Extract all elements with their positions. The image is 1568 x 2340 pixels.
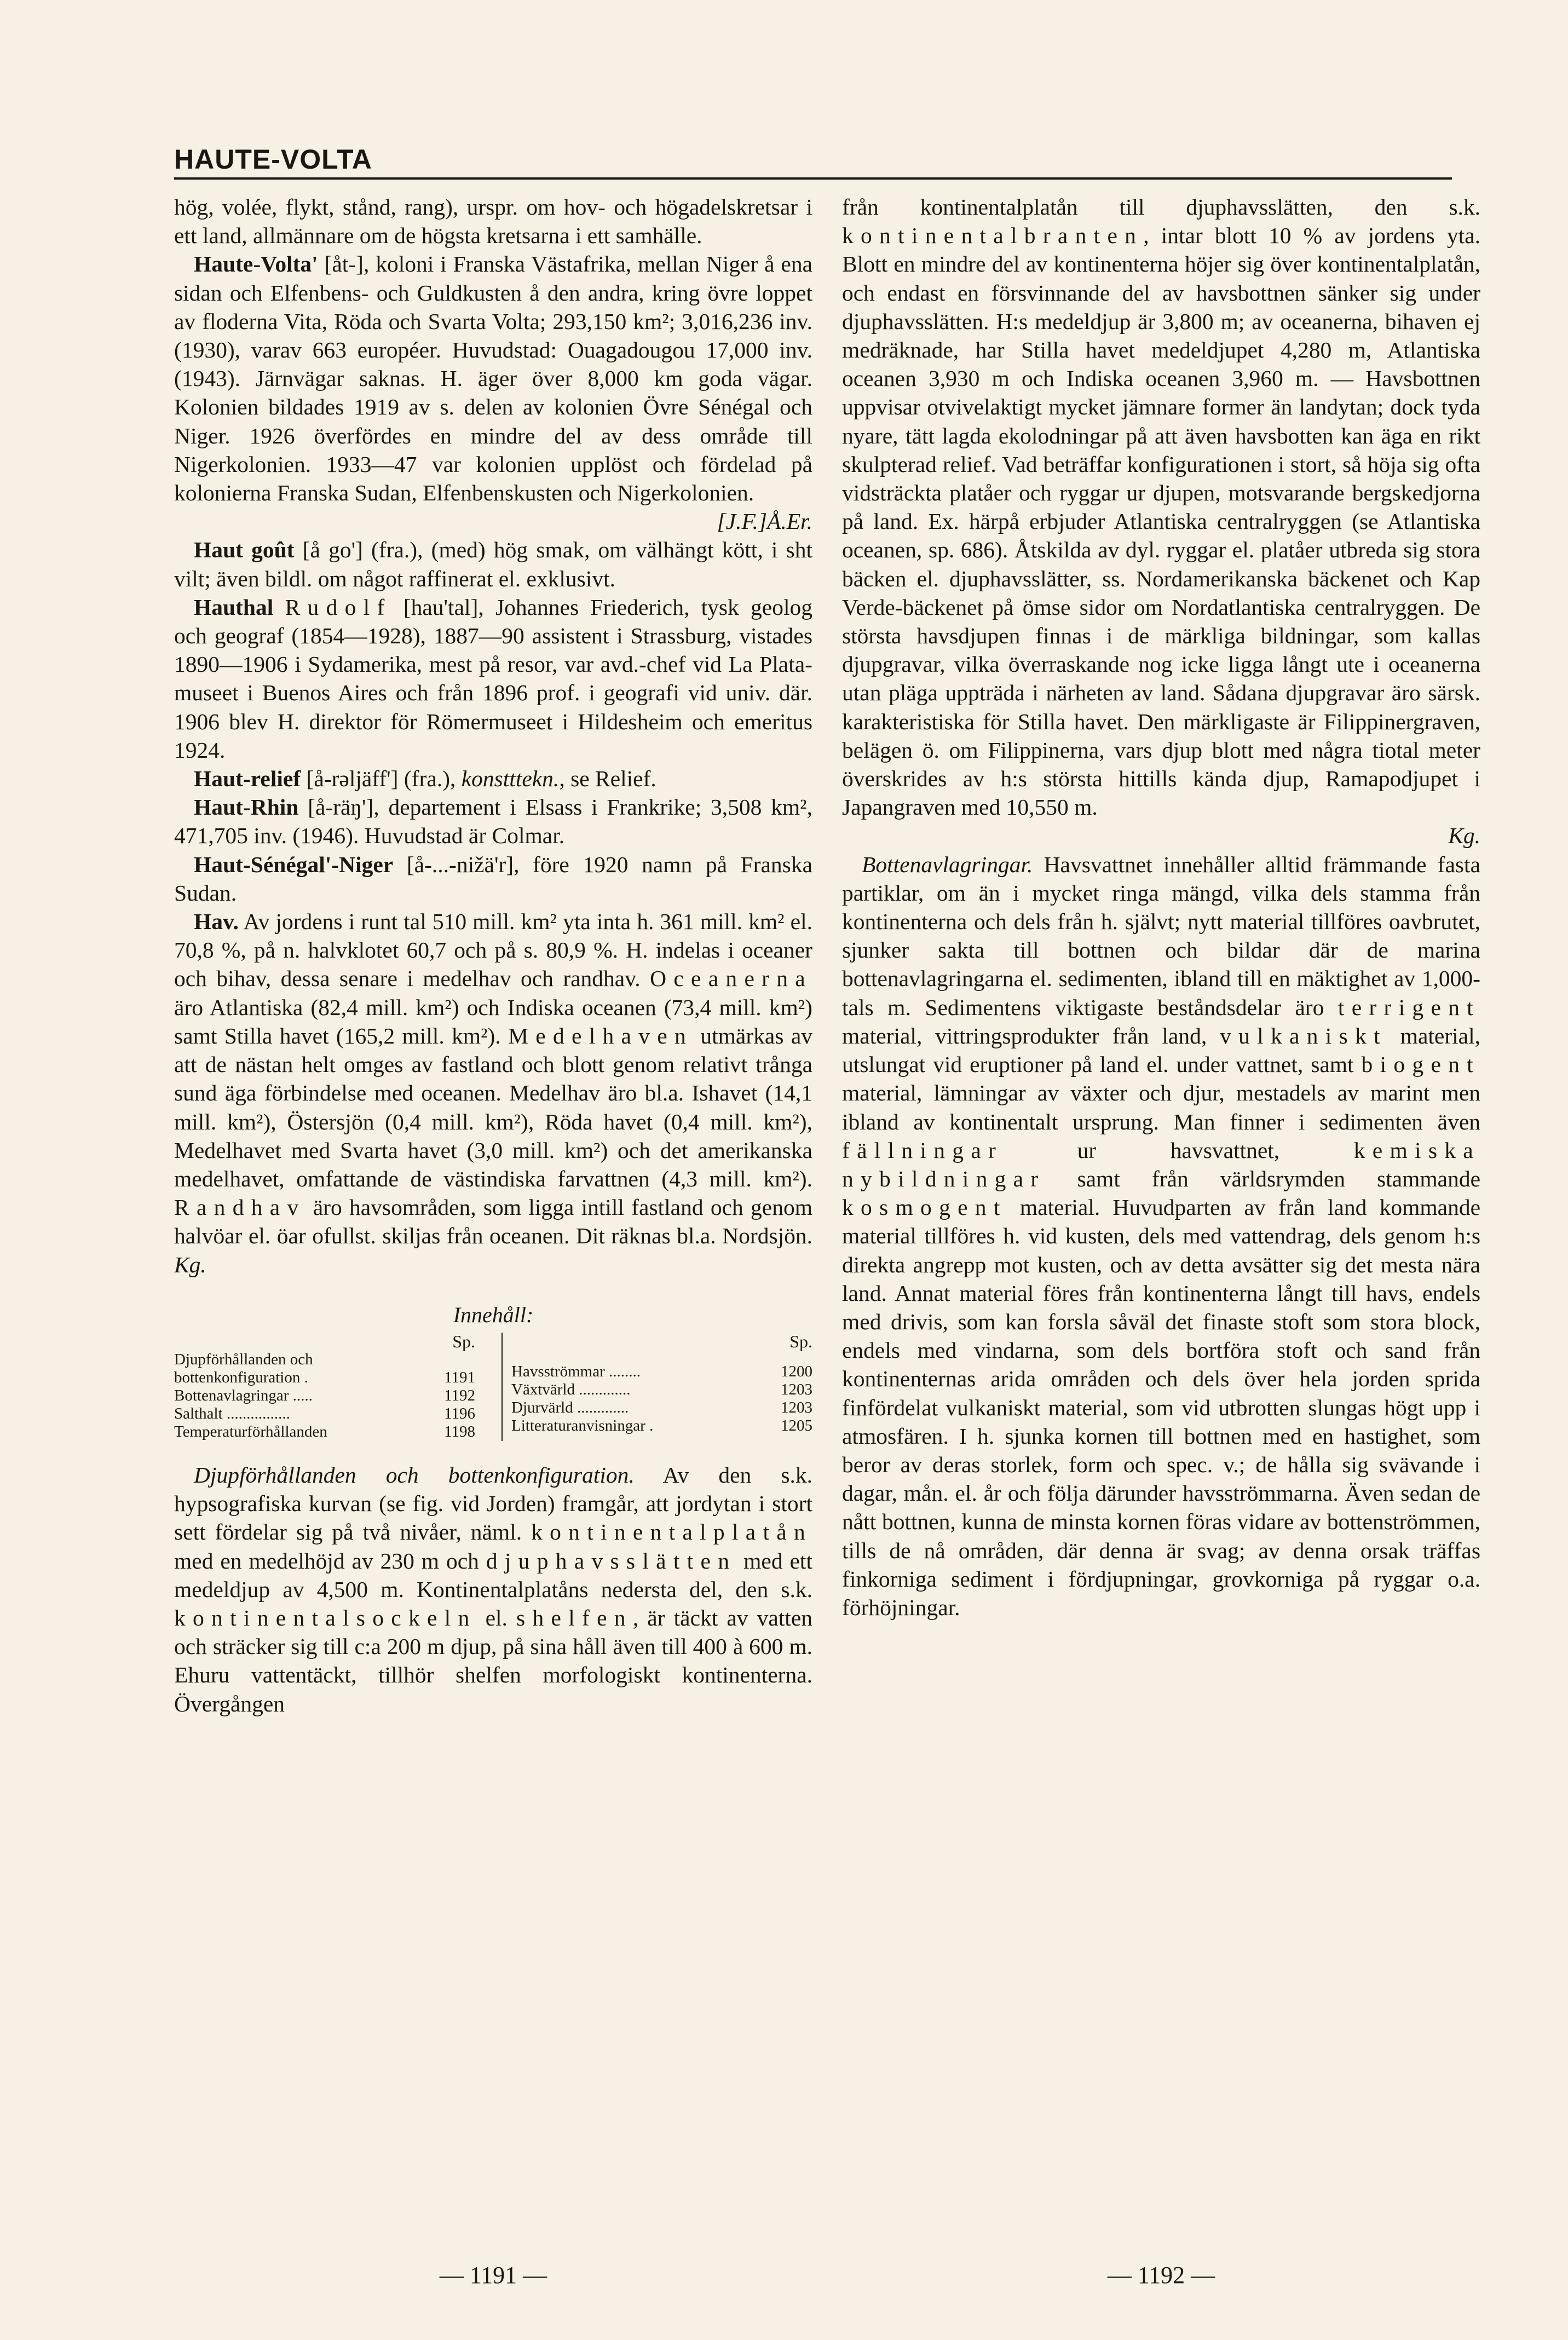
entry-text: [å-räŋ'], departement i Elsass i Frankrike; 3,508 km², 471,705 inv. (1946). Huvudstad är Colmar. bbox=[174, 794, 812, 849]
section-text: Havsvattnet innehåller alltid främmande fasta partiklar, om än i mycket ringa mängd, vilka dels stamma från kontinenterna och dels från h. självt; nytt material tillföres oavbrutet, sjunker sakta till bottnen och bildar där de marina bottenavlagringarna el. sedimenten, ibland till en mäktighet av 1,000-tals m. Sedimentens viktigaste beståndsdelar äro bbox=[842, 851, 1480, 1020]
toc-spacer bbox=[511, 1351, 812, 1363]
headword: Haute-Volta' bbox=[194, 251, 318, 277]
toc-title: Innehåll: bbox=[453, 1302, 534, 1327]
toc-item-page: 1200 bbox=[781, 1362, 812, 1380]
section-text: material, utslungat vid eruptioner på land el. under vattnet, samt bbox=[842, 1023, 1480, 1077]
section-text: , är täckt av vatten och sträcker sig till c:a 200 m djup, på sina håll även till 400 à 600 m. Ehuru vattentäckt, tillhör shelfen morfologiskt kontinenterna. Övergången bbox=[174, 1605, 812, 1716]
spaced-term: biogent bbox=[1361, 1052, 1480, 1077]
entry-text: Av jordens i runt tal 510 mill. km² yta inta h. 361 mill. km² el. 70,8 %, på n. halvklotet 60,7 och på s. 80,9 %. H. indelas i oceaner och bihav, dessa senare i medelhav och randhav. bbox=[174, 909, 812, 992]
entry-haut-relief bbox=[174, 764, 812, 793]
toc-item-page: 1198 bbox=[444, 1422, 475, 1440]
section-text: med ett medeldjup av 4,500 m. Kontinentalplatåns nedersta del, den s.k. bbox=[174, 1548, 812, 1602]
toc-item bbox=[511, 1381, 812, 1399]
spaced-term: vulkaniskt bbox=[1220, 1023, 1387, 1048]
toc-item-label: Växtvärld ............. bbox=[511, 1380, 631, 1398]
page-number-right: — 1192 — bbox=[1107, 2262, 1215, 2289]
headword: Haut-Sénégal'-Niger bbox=[194, 851, 394, 877]
entry-hauthal bbox=[174, 593, 812, 764]
headword: Haut-relief bbox=[194, 766, 301, 792]
spaced-term: Medelhaven bbox=[508, 1023, 693, 1048]
toc-item-page: 1192 bbox=[444, 1386, 475, 1404]
right-column bbox=[842, 193, 1480, 1622]
toc-item-page bbox=[431, 1351, 475, 1369]
headword: Haut-Rhin bbox=[194, 794, 299, 820]
spaced-term: kontinentalbranten bbox=[842, 223, 1144, 249]
section-text: ur havsvattnet, bbox=[1003, 1137, 1354, 1163]
spaced-term: Randhav bbox=[174, 1195, 306, 1220]
toc-item-label: Litteraturanvisningar . bbox=[511, 1416, 654, 1434]
section-bottenavlagringar bbox=[842, 850, 1480, 1622]
entry-haut-gout bbox=[174, 535, 812, 592]
section-text: el. bbox=[476, 1605, 517, 1630]
entry-haute-volta bbox=[174, 250, 812, 535]
toc-item-label: bottenkonfiguration . bbox=[174, 1368, 308, 1386]
toc-item bbox=[511, 1417, 812, 1435]
section-text: material. Huvudparten av från land kommande material tillföres h. vid kusten, dels med vattendrag, dels genom h:s direkta angrepp mot kusten, och av detta avsätter sig det mesta nära land. Annat material föres från kontinenterna långt till havs, endels med drivis, som kan forsla såväl det finaste stoft som stora block, endels med vindarna, som dels bortföra stoft och sand från kontinenternas arida områden och dels över hela jorden sprida finfördelat vulkaniskt material, som vid utbrotten slungas högt upp i atmosfären. I h. sjunka kornen till bottnen med en hastighet, som beror av deras storlek, form och spec. v.; de hålla sig svävande i dagar, mån. el. år och följa därunder havsströmmarna. Även sedan de nått bottnen, kunna de minsta kornen föras vidare av bottenströmmen, tills de nå områden, där denna är svag; av denna orsak träffas finkorniga sediment i fördjupningar, grovkorniga på ryggar o.a. förhöjningar. bbox=[842, 1195, 1480, 1620]
section-heading: Bottenavlagringar. bbox=[862, 851, 1033, 877]
toc-item-label: Djupförhållanden och bbox=[174, 1350, 313, 1368]
toc-item-page: 1205 bbox=[781, 1416, 812, 1434]
running-header bbox=[174, 143, 1452, 180]
entry-text: [åt-], koloni i Franska Västafrika, mellan Niger å ena sidan och Elfenbens- och Guldkusten å den andra, kring övre loppet av floderna Vita, Röda och Svarta Volta; 293,150 km²; 3,016,236 inv. (1930), varav 663 européer. Huvudstad: Ouagadougou 17,000 inv. (1943). Järnvägar saknas. H. äger över 8,000 km goda vägar. Kolonien bildades 1919 av s. delen av kolonien Övre Sénégal och Niger. 1926 överfördes en mindre del av dess område till Nigerkolonien. 1933—47 var kolonien upplöst och fördelad på kolonierna Franska Sudan, Elfenbenskusten och Nigerkolonien. bbox=[174, 251, 812, 506]
spaced-term: kontinentalplatån bbox=[531, 1519, 812, 1545]
toc-item bbox=[174, 1423, 475, 1441]
toc-item-label: Temperaturförhållanden bbox=[174, 1422, 327, 1440]
spaced-term: shelfen bbox=[516, 1605, 633, 1630]
toc-item-label: Salthalt ................ bbox=[174, 1404, 290, 1422]
toc-column-header: Sp. bbox=[789, 1331, 812, 1351]
entry-text: [å-rəljäff'] (fra.), bbox=[301, 766, 462, 792]
toc-item bbox=[511, 1363, 812, 1381]
toc-item-page: 1191 bbox=[444, 1368, 475, 1386]
author-signature: [J.F.]Å.Er. bbox=[717, 509, 812, 534]
section-text: material, lämningar av växter och djur, mestadels av marint men ibland av kontinentalt ursprung. Man finner i sedimenten även bbox=[842, 1080, 1480, 1134]
left-column bbox=[174, 193, 812, 1718]
section-text: samt från världsrymden stammande bbox=[1045, 1166, 1480, 1191]
entry-text: [hau'tal], Johannes Friederich, tysk geolog och geograf (1854—1928), 1887—90 assistent i Strassburg, vistades 1890—1906 i Sydamerika, mest på resor, var avd.-chef vid La Plata-museet i Buenos Aires och från 1896 prof. i geografi vid univ. där. 1906 blev H. direktor för Römermuseet i Hildesheim och emeritus 1924. bbox=[174, 594, 813, 763]
entry-text: [å-...-nižä'r], före 1920 namn på Franska Sudan. bbox=[174, 851, 812, 906]
toc-item bbox=[174, 1405, 475, 1423]
spaced-term: djuphavsslätten bbox=[486, 1548, 737, 1574]
section-text: Av den s.k. hypsografiska kurvan (se fig. vid Jorden) framgår, att jordytan i stort sett fördelar sig på två nivåer, näml. bbox=[174, 1462, 813, 1545]
toc-left-column bbox=[174, 1333, 475, 1441]
section-text: med en medelhöjd av 230 m och bbox=[174, 1548, 486, 1574]
toc-item bbox=[511, 1399, 812, 1417]
entry-haut-rhin bbox=[174, 793, 812, 850]
entry-text: utmärkas av att de nästan helt omges av fastland och blott genom relativt trånga sund äga förbindelse med oceanen. Medelhav äro bl.a. Ishavet (14,1 mill. km²), Östersjön (0,4 mill. km²), Röda havet (0,4 mill. km²), Medelhavet med Svarta havet (3,0 mill. km²) och det amerikanska medelhavet, omfattande de västindiska farvattnen (4,3 mill. km²). bbox=[174, 1023, 812, 1191]
toc-right-column bbox=[501, 1333, 812, 1441]
entry-text: äro havsområden, som ligga intill fastland och genom halvöar el. öar ofullst. skiljas från oceanen. Dit räknas bl.a. Nordsjön. bbox=[174, 1195, 812, 1249]
spaced-term: Oceanerna bbox=[650, 966, 812, 992]
spaced-term: terrigent bbox=[1338, 994, 1480, 1020]
toc-column-header: Sp. bbox=[452, 1331, 475, 1351]
entry-text: äro Atlantiska (82,4 mill. km²) och Indiska oceanen (73,4 mill. km²) samt Stilla havet (165,2 mill. km²). bbox=[174, 994, 812, 1048]
entry-text: , se Relief. bbox=[559, 766, 656, 792]
paragraph-haute-volee bbox=[174, 193, 812, 250]
toc-item-page: 1196 bbox=[444, 1404, 475, 1422]
toc-item bbox=[174, 1369, 475, 1387]
entry-haut-senegal-niger bbox=[174, 850, 812, 907]
section-text: material, vittringsprodukter från land, bbox=[842, 1023, 1220, 1048]
toc-item-label: Havsströmmar ........ bbox=[511, 1362, 641, 1380]
toc-item-label: Bottenavlagringar ..... bbox=[174, 1386, 313, 1404]
section-heading: Djupförhållanden och bottenkonfiguration. bbox=[194, 1462, 635, 1488]
toc-item-page: 1203 bbox=[781, 1380, 812, 1398]
headword: Hauthal bbox=[194, 594, 274, 620]
section-text: från kontinentalplatån till djuphavsslätten, den s.k. bbox=[842, 194, 1480, 220]
headword: Hav. bbox=[194, 909, 239, 935]
toc-item-page: 1203 bbox=[781, 1398, 812, 1416]
toc-item bbox=[174, 1351, 475, 1369]
section-continuation bbox=[842, 193, 1480, 850]
section-djupforhallanden bbox=[174, 1461, 812, 1718]
author-signature: Kg. bbox=[174, 1252, 206, 1277]
headword: Haut goût bbox=[194, 537, 295, 563]
section-text: , intar blott 10 % av jordens yta. Blott en mindre del av kontinenterna höjer sig över kontinentalplatån, och endast en försvinnande del av havsbottnen sänker sig under djuphavsslätten. H:s medeldjup är 3,800 m; av oceanerna, bihaven ej medräknade, har Stilla havet medeldjupet 4,280 m, Atlantiska oceanen 3,930 m och Indiska oceanen 3,960 m. — Havsbottnen uppvisar otvivelaktigt mycket jämnare former än landytan; dock tyda nyare, tätt lagda ekolodningar på att även havsbotten kan äga en rikt skulpterad relief. Vad beträffar konfigurationen i stort, så höja sig ofta vidsträckta platåer och ryggar ur djupen, motsvarande bergskedjorna på land. Ex. härpå erbjuder Atlantiska centralryggen (se Atlantiska oceanen, sp. 686). Åtskilda av dyl. ryggar el. platåer utbreda sig stora bäcken el. djuphavsslätter, ss. Nordamerikanska bäckenet och Kap Verde-bäckenet på ömse sidor om Nordatlantiska centralryggen. De största havsdjupen finnas i de märkliga bildningar, som kallas djupgravar, vilka överraskande nog icke ligga långt ute i oceanerna utan pläga uppträda i närheten av land. Sådana djupgravar äro särsk. karakteristiska för Stilla havet. Den märkligaste är Filippinergraven, belägen ö. om Filippinerna, vars djup blott med några tiotal meter överskrides av h:s största hittills kända djup, Ramapodjupet i Japangraven med 10,550 m. bbox=[842, 223, 1480, 820]
spaced-term: fällningar bbox=[842, 1137, 1004, 1163]
spaced-name: Rudolf bbox=[285, 594, 392, 620]
page-number-left: — 1191 — bbox=[439, 2262, 547, 2289]
toc-item-label: Djurvärld ............. bbox=[511, 1398, 629, 1416]
spaced-term: kemiska nybildningar bbox=[842, 1137, 1480, 1191]
table-of-contents bbox=[174, 1333, 812, 1441]
page-title: HAUTE-VOLTA bbox=[174, 144, 372, 175]
spaced-term: kontinentalsockeln bbox=[174, 1605, 477, 1630]
toc-item bbox=[174, 1387, 475, 1405]
spaced-term: kosmogent bbox=[842, 1195, 1007, 1220]
italic-text: konstttekn. bbox=[461, 766, 560, 792]
paragraph-text: hög, volée, flykt, stånd, rang), urspr. om hov- och högadelskretsar i ett land, allmännare om de högsta kretsarna i ett samhälle. bbox=[174, 194, 812, 249]
author-signature: Kg. bbox=[1448, 823, 1480, 849]
entry-text: [å go'] (fra.), (med) hög smak, om välhängt kött, i sht vilt; även bildl. om något raffinerat el. exklusivt. bbox=[174, 537, 812, 591]
entry-hav bbox=[174, 907, 812, 1279]
